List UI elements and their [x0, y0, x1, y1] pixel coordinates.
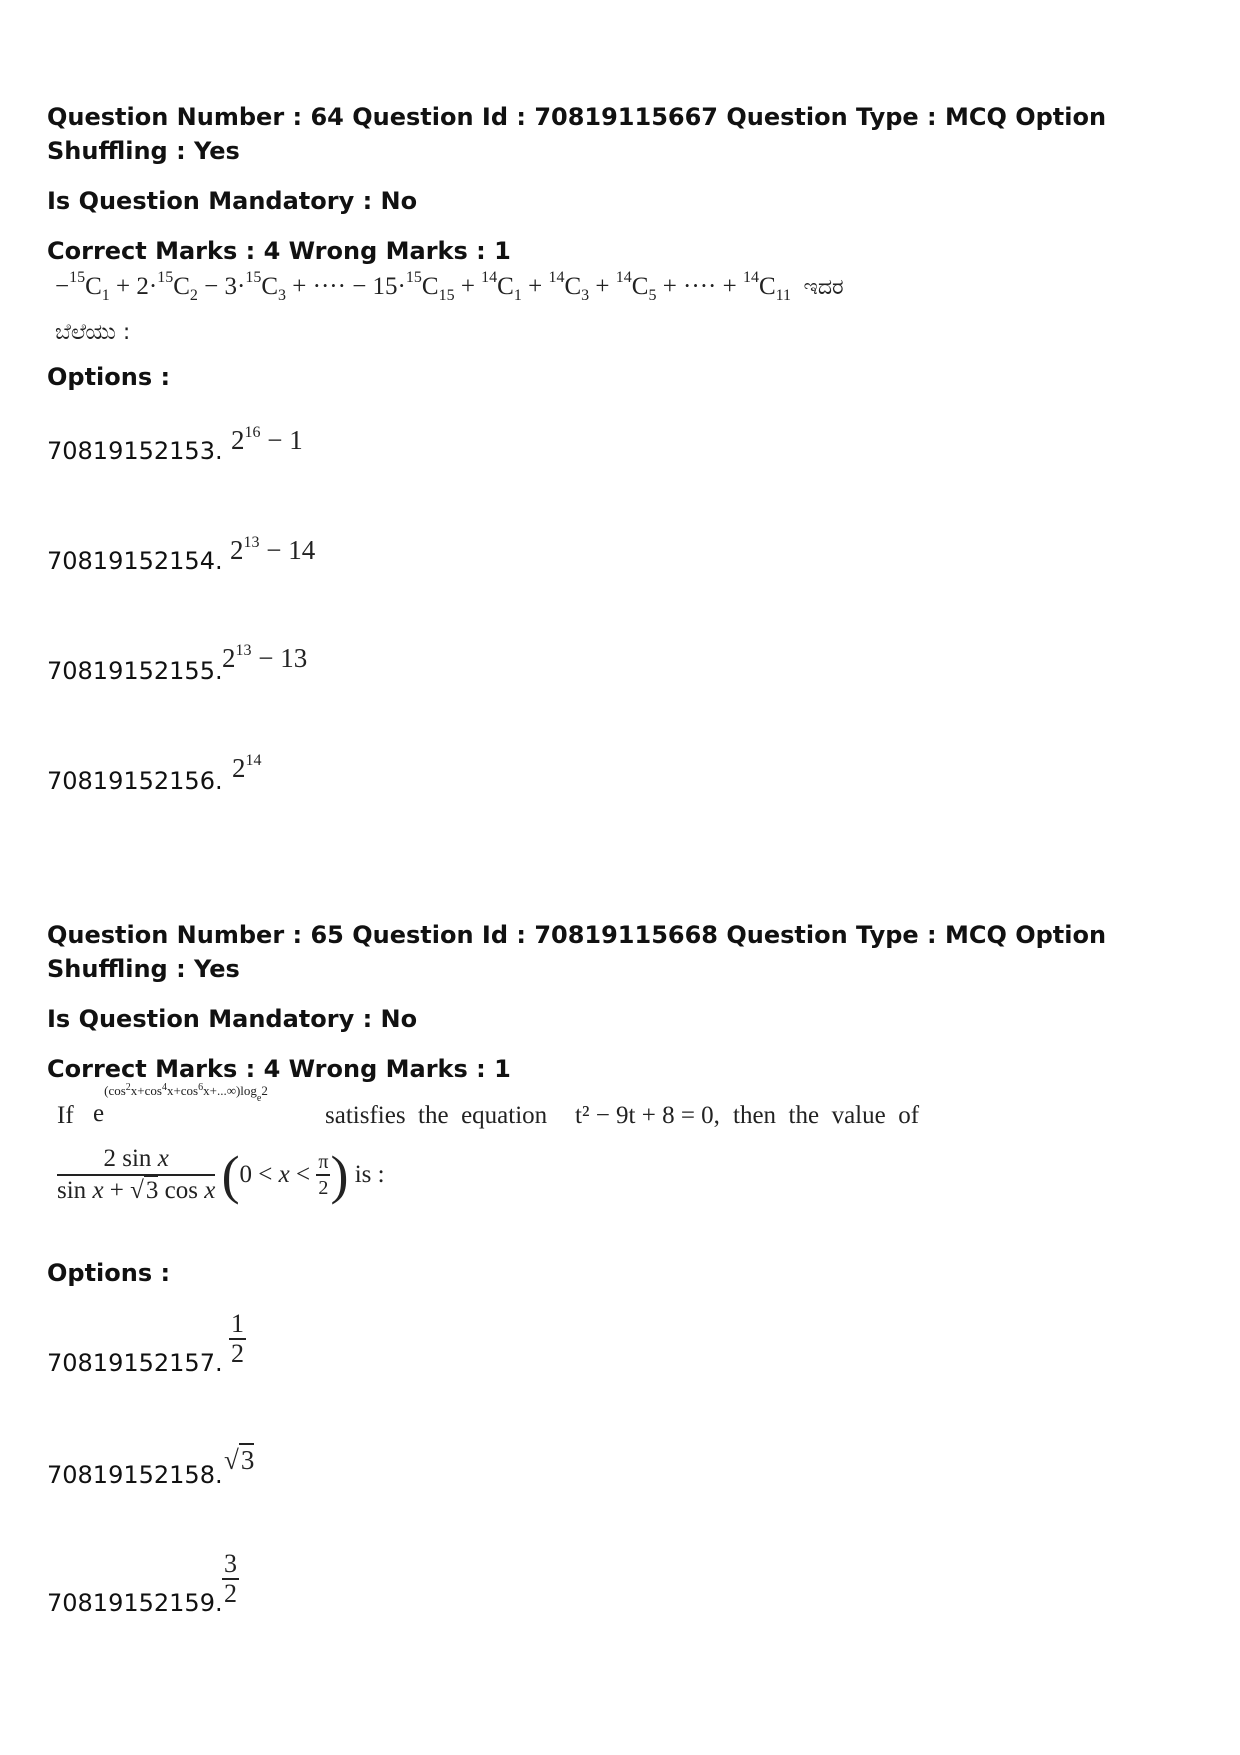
option[interactable] — [47, 516, 447, 576]
option[interactable] — [47, 1300, 447, 1378]
statement-line-2: $\frac{\text{2 sin x}}{\text{sin x + √3 cos x}}$ (0 < x < $\frac{\pi}{2}$ ) is : — [57, 1145, 385, 1205]
options-label: Options : — [47, 1259, 171, 1287]
option[interactable] — [47, 736, 447, 796]
question-header: Question Number : 65 Question Id : 70819115668 Question Type : MCQ Option Shuffling : Yes — [47, 921, 1107, 983]
equation-text: t² − 9t + 8 = 0, — [575, 1102, 720, 1129]
exponential-expression: $e^{(cos^2x+cos^4x+cos^6x+...\infty)log_e2}$ — [93, 1082, 268, 1127]
option-value: $2^{13} - 13$ — [222, 642, 308, 673]
binomial-expression: $-^{15}C_1 + 2\cdot^{15}C_2 - 3\cdot^{15}C_3$ + ···· − $15\cdot^{15}C_{15} + ^{14}C_1 + ^{14}C_3 + ^{14}C_5$ + ···· + $^{14}C_{11}$ ಇದರ — [55, 269, 844, 304]
option-value: $2^{13} - 14$ — [230, 534, 316, 565]
question-header: Question Number : 64 Question Id : 70819115667 Question Type : MCQ Option Shuffling : Yes — [47, 103, 1107, 165]
option-id: 70819152156. — [47, 767, 223, 795]
option-id: 70819152153. — [47, 437, 223, 465]
option-id: 70819152155. — [47, 657, 223, 685]
fraction-expression: $\frac{\text{2 sin x}}{\text{sin x + √3 cos x}}$ — [57, 1145, 216, 1204]
option-value: $\frac{1}{2}$ — [231, 1309, 244, 1368]
then-text: then the value of — [733, 1102, 920, 1129]
option-id: 70819152159. — [47, 1589, 223, 1617]
satisfies-text: satisfies the equation — [325, 1102, 548, 1129]
question-64 — [47, 100, 1207, 795]
option-id: 70819152158. — [47, 1461, 223, 1489]
option[interactable] — [47, 626, 447, 686]
question-statement — [55, 258, 1155, 350]
if-text: If — [57, 1102, 74, 1129]
mandatory-line: Is Question Mandatory : No — [47, 187, 418, 215]
kannada-text: ಇದರ — [803, 275, 844, 300]
option-value: $2^{16} - 1$ — [231, 424, 303, 455]
option-id: 70819152154. — [47, 547, 223, 575]
option-id: 70819152157. — [47, 1349, 223, 1377]
mandatory-line: Is Question Mandatory : No — [47, 1005, 418, 1033]
option[interactable] — [47, 1536, 447, 1618]
question-statement — [57, 1078, 1157, 1206]
is-text: is : — [354, 1161, 385, 1188]
kannada-text: ಬೆಲೆಯು : — [55, 320, 131, 345]
question-65 — [47, 918, 1207, 1617]
option[interactable] — [47, 406, 447, 466]
marks-line: Correct Marks : 4 Wrong Marks : 1 — [47, 1055, 511, 1083]
options-label: Options : — [47, 363, 171, 391]
option-value: $2^{14}$ — [232, 752, 262, 783]
option[interactable] — [47, 1430, 447, 1490]
option-value: $\frac{3}{2}$ — [224, 1549, 237, 1608]
option-value: √3 — [224, 1445, 255, 1475]
statement-line-1 — [57, 1078, 1157, 1138]
marks-line: Correct Marks : 4 Wrong Marks : 1 — [47, 237, 511, 265]
